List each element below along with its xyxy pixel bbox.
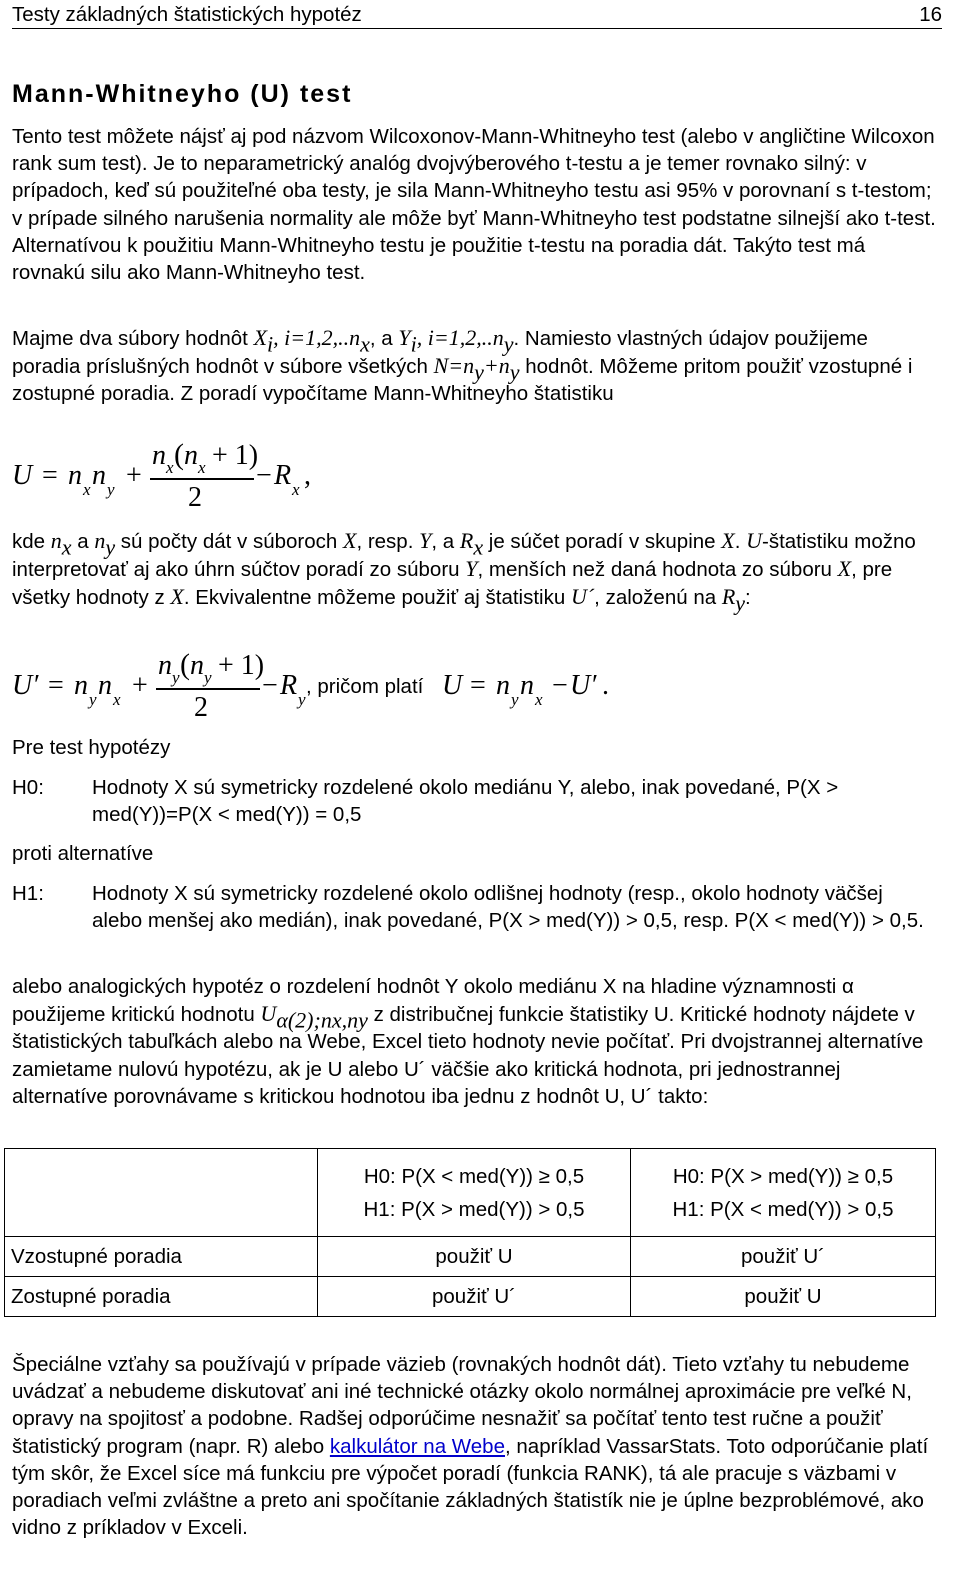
table-header-row	[5, 1149, 936, 1237]
table-row-label: Zostupné poradia	[5, 1277, 318, 1317]
h1-label: H1:	[12, 882, 44, 905]
h1-text: Hodnoty X sú symetricky rozdelené okolo odlišnej hodnoty (resp., okolo hodnoty väčšej alebo menšej ako medián), inak povedané, P(X > med(Y)) > 0,5, resp. P(X < med(Y)) > 0,5.	[92, 882, 924, 933]
section-title: Mann-Whitneyho (U) test	[12, 80, 353, 108]
critical-value-paragraph: alebo analogických hypotéz o rozdelení hodnôt Y okolo mediánu X na hladine významnosti α použijeme kritickú hodnotu $U_{\alpha(2);nx,ny}$ z distribučnej funkcie štatistiky U. Kritické hodnoty nájdete v štatistických tabuľkách alebo na Webe, Excel tieto hodnoty nevie počítať. Pri dvojstrannej alternatíve zamietame nulovú hypotézu, ak je U alebo U´ väčšie ako kritická hodnota, pri jednostrannej alternatíve porovnávame s kritickou hodnotou iba jednu z hodnôt U, U´ takto:	[12, 975, 924, 1108]
table-row	[5, 1277, 936, 1317]
fraction-bar	[150, 478, 254, 480]
hypotheses-intro: Pre test hypotézy	[12, 736, 171, 759]
fraction-bar	[156, 688, 260, 690]
header-title: Testy základných štatistických hypotéz	[12, 3, 362, 26]
table-cell: použiť U´	[631, 1237, 936, 1277]
table-cell: použiť U	[318, 1237, 631, 1277]
table-cell: použiť U´	[318, 1277, 631, 1317]
decision-table	[4, 1148, 936, 1317]
page-number: 16	[919, 3, 942, 26]
formula-u-prime: U′ = n y n x + n y ( n y + 1) 2 − R y , pričom platí U = n y n x − U′ .	[12, 648, 609, 723]
table-header-left: H0: P(X < med(Y)) ≥ 0,5 H1: P(X > med(Y)) > 0,5	[318, 1149, 631, 1237]
intro-paragraph: Tento test môžete nájsť aj pod názvom Wilcoxonov-Mann-Whitneyho test (alebo v angličtine Wilcoxon rank sum test). Je to neparametrický analóg dvojvýberového t-testu a je temer rovnako silný: v prípadoch, keď sú použiteľné oba testy, je sila Mann-Whitneyho testu asi 95% v porovnaní s t-testom; v prípade silného narušenia normality ale môže byť Mann-Whitneyho test podstatne silnejší ako t-test. Alternatívou k použitiu Mann-Whitneyho testu je použitie t-testu na poradia dát. Takýto test má rovnakú silu ako Mann-Whitneyho test.	[12, 125, 936, 285]
calculator-link[interactable]: kalkulátor na Webe	[329, 1434, 505, 1458]
table-row	[5, 1237, 936, 1277]
against-label: proti alternatíve	[12, 842, 154, 865]
table-row-label: Vzostupné poradia	[5, 1237, 318, 1277]
table-header-right: H0: P(X > med(Y)) ≥ 0,5 H1: P(X < med(Y)) > 0,5	[631, 1149, 936, 1237]
table-cell-empty	[5, 1149, 318, 1237]
h0-text: Hodnoty X sú symetricky rozdelené okolo mediánu Y, alebo, inak povedané, P(X > med(Y))=P(X < med(Y)) = 0,5	[92, 776, 839, 827]
table-cell: použiť U	[631, 1277, 936, 1317]
h0-label: H0:	[12, 776, 44, 799]
interpretation-paragraph: kde $n_x$ a $n_y$ sú počty dát v súboroch X, resp. Y, a $R_x$ je súčet poradí v skupine X. U-štatistiku možno interpretovať aj ako úhrn súčtov poradí zo súboru Y, menších než daná hodnota zo súboru X, pre všetky hodnoty z X. Ekvivalentne môžeme použiť aj štatistiku U´, založenú na $R_y$:	[12, 528, 916, 616]
definition-paragraph: Majme dva súbory hodnôt $X_i$, $i=1,2,..n_x$, a $Y_i$, $i=1,2,..n_y$. Namiesto vlastných údajov použijeme poradia príslušných hodnôt v súbore všetkých $N=n_y+n_y$ hodnôt. Môžeme pritom použiť vzostupné i zostupné poradia. Z poradí vypočítame Mann-Whitneyho štatistiku	[12, 325, 913, 406]
closing-paragraph: Špeciálne vzťahy sa používajú v prípade väzieb (rovnakých hodnôt dát). Tieto vzťahy tu nebudeme uvádzať a nebudeme diskutovať ani iné technické otázky okolo normálnej aproximácie pre veľké N, opravy na spojitosť a podobne. Radšej odporúčime nesnažiť sa počítať tento test ručne a použiť štatistický program (napr. R) alebo kalkulátor na Webe, napríklad VassarStats. Toto odporúčanie platí tým skôr, že Excel síce má funkciu pre výpočet poradí (funkcia RANK), tá ale pracuje s väzbami v poradiach veľmi zvláštne a preto ani spočítanie základných štatistík nie je úplne bezproblémové, ako vidno z príkladov v Exceli.	[12, 1353, 929, 1540]
running-header	[12, 0, 942, 29]
formula-u: U = n x n y + n x ( n x + 1) 2 − R x ,	[12, 438, 311, 513]
